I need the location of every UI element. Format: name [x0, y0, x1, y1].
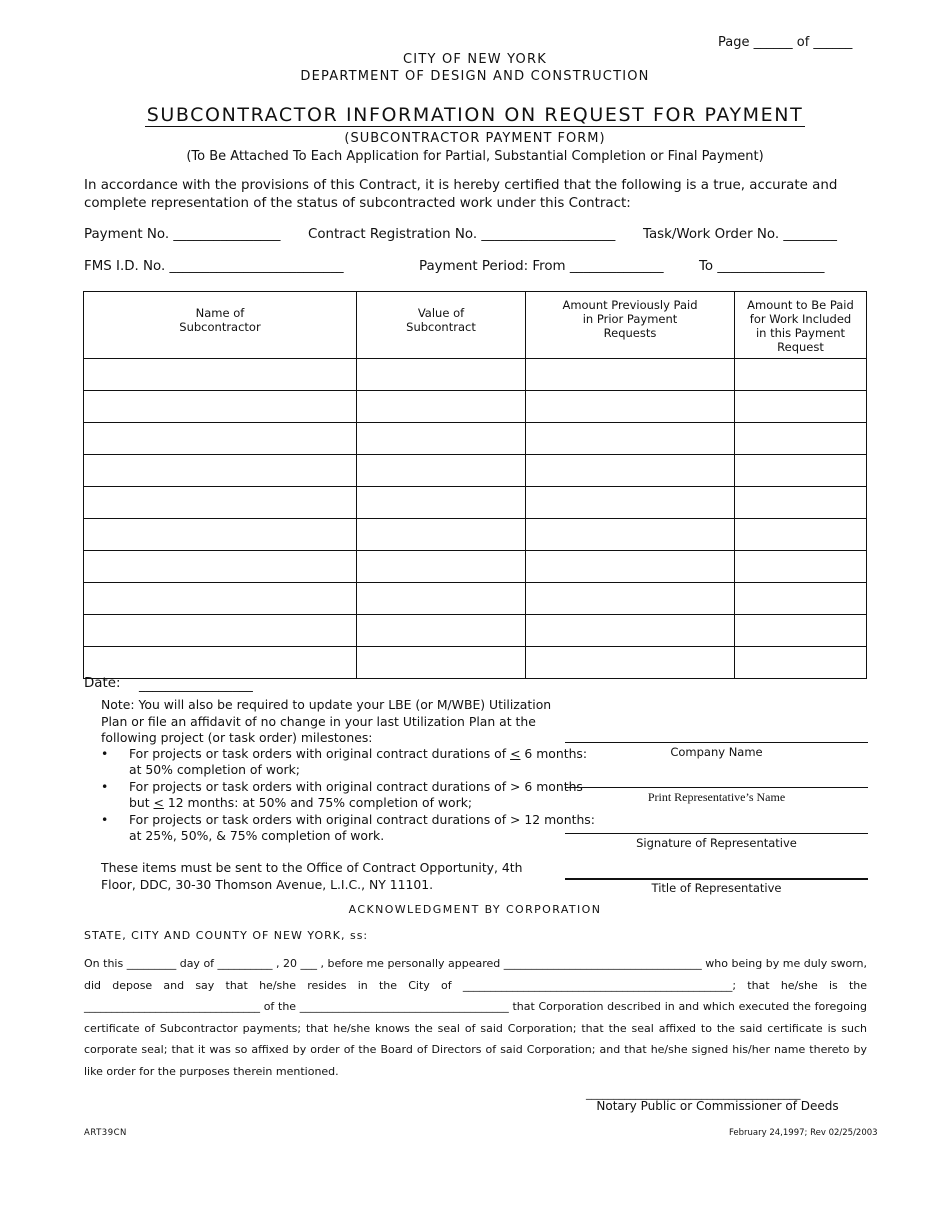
bullet-2-line-1: For projects or task orders with original contract durations of > 6 months	[129, 779, 583, 794]
table-cell[interactable]	[735, 615, 867, 647]
table-cell[interactable]	[84, 391, 357, 423]
table-cell[interactable]	[84, 359, 357, 391]
table-cell[interactable]	[735, 583, 867, 615]
table-cell[interactable]	[357, 647, 526, 679]
date-label: Date:	[84, 676, 121, 691]
table-cell[interactable]	[84, 519, 357, 551]
task-order-field[interactable]: Task/Work Order No. ________	[643, 227, 837, 242]
table-cell[interactable]	[84, 423, 357, 455]
notary-signature-line[interactable]: _______________________________________	[586, 1087, 801, 1100]
table-row	[84, 583, 867, 615]
bullet-1-line-1: For projects or task orders with original contract durations of < 6 months:	[129, 746, 588, 761]
table-cell[interactable]	[526, 423, 735, 455]
table-cell[interactable]	[84, 615, 357, 647]
bullet-2-line-2: but < 12 months: at 50% and 75% completion of work;	[129, 795, 473, 810]
table-row	[84, 647, 867, 679]
table-cell[interactable]	[357, 519, 526, 551]
table-row	[84, 615, 867, 647]
table-cell[interactable]	[526, 519, 735, 551]
table-cell[interactable]	[526, 615, 735, 647]
table-row	[84, 359, 867, 391]
payment-period-to-field[interactable]: To ________________	[699, 259, 825, 274]
table-cell[interactable]	[735, 391, 867, 423]
form-title-text: SUBCONTRACTOR INFORMATION ON REQUEST FOR PAYMENT	[146, 104, 804, 126]
table-cell[interactable]	[84, 647, 357, 679]
department-heading: DEPARTMENT OF DESIGN AND CONSTRUCTION	[300, 69, 650, 84]
bullet-2-marker: •	[101, 779, 109, 794]
table-cell[interactable]	[357, 359, 526, 391]
form-title	[0, 104, 950, 126]
table-cell[interactable]	[526, 551, 735, 583]
submission-address: These items must be sent to the Office of Contract Opportunity, 4th Floor, DDC, 30-30 Thomson Avenue, L.I.C., NY 11101.	[101, 860, 523, 892]
table-row	[84, 519, 867, 551]
table-cell[interactable]	[357, 487, 526, 519]
table-cell[interactable]	[526, 647, 735, 679]
table-cell[interactable]	[84, 487, 357, 519]
form-instructions: (To Be Attached To Each Application for Partial, Substantial Completion or Final Payment)	[186, 149, 764, 164]
col-header-name: Name of Subcontractor	[84, 292, 357, 359]
title-line[interactable]	[565, 878, 868, 880]
bullet-3-line-2: at 25%, 50%, & 75% completion of work.	[129, 828, 385, 843]
bullet-3-line-1: For projects or task orders with original contract durations of > 12 months:	[129, 812, 595, 827]
contract-registration-field[interactable]: Contract Registration No. ____________________	[308, 227, 616, 242]
table-row	[84, 455, 867, 487]
company-name-line[interactable]	[565, 742, 868, 743]
date-field[interactable]: _________________	[139, 678, 253, 693]
fms-id-field[interactable]: FMS I.D. No. __________________________	[84, 259, 344, 274]
table-cell[interactable]	[526, 455, 735, 487]
table-row	[84, 391, 867, 423]
print-name-line[interactable]	[565, 787, 868, 788]
table-row	[84, 423, 867, 455]
page-number-line: Page ______ of ______	[718, 35, 853, 50]
revision-date: February 24,1997; Rev 02/25/2003	[729, 1128, 878, 1138]
table-cell[interactable]	[357, 455, 526, 487]
print-name-label: Print Representative’s Name	[647, 790, 786, 804]
table-cell[interactable]	[357, 583, 526, 615]
acknowledgment-body: On this _________ day of __________ , 20 ___ , before me personally appeared ____________________________________ who being by me duly sworn, did depose and say that he/she resides in the City of _________________________________________________; that he/she is the ________________________________ of the ______________________________________ that Corporation described in and which executed the foregoing certificate of Subcontractor payments; that he/she knows the seal of said Corporation; that the seal affixed to the said certificate is such corporate seal; that it was so affixed by order of the Board of Directors of said Corporation; and that he/she signed his/her name thereto by like order for the purposes therein mentioned.	[84, 957, 867, 1078]
form-code: ART39CN	[84, 1128, 127, 1138]
bullet-3-marker: •	[101, 812, 109, 827]
company-name-label: Company Name	[670, 745, 763, 759]
acknowledgment-heading: ACKNOWLEDGMENT BY CORPORATION	[348, 903, 602, 916]
col-header-prior-paid: Amount Previously Paid in Prior Payment Requests	[526, 292, 735, 359]
col-header-to-be-paid: Amount to Be Paid for Work Included in this Payment Request	[735, 292, 867, 359]
table-cell[interactable]	[357, 391, 526, 423]
table-cell[interactable]	[735, 487, 867, 519]
city-heading: CITY OF NEW YORK	[403, 52, 547, 67]
form-subtitle: (SUBCONTRACTOR PAYMENT FORM)	[344, 131, 606, 146]
notary-label: Notary Public or Commissioner of Deeds	[596, 1099, 839, 1113]
table-cell[interactable]	[735, 647, 867, 679]
col-header-value: Value of Subcontract	[357, 292, 526, 359]
intro-paragraph: In accordance with the provisions of this Contract, it is hereby certified that the following is a true, accurate and complete representation of the status of subcontracted work under this Contract:	[84, 178, 838, 211]
payment-no-field[interactable]: Payment No. ________________	[84, 227, 281, 242]
venue-line: STATE, CITY AND COUNTY OF NEW YORK, ss:	[84, 929, 369, 942]
signature-label: Signature of Representative	[636, 836, 797, 850]
bullet-1-line-2: at 50% completion of work;	[129, 762, 300, 777]
subcontractor-table	[83, 291, 867, 679]
table-cell[interactable]	[357, 615, 526, 647]
signature-line[interactable]	[565, 833, 868, 834]
bullet-1-marker: •	[101, 746, 109, 761]
table-cell[interactable]	[735, 423, 867, 455]
table-cell[interactable]	[526, 583, 735, 615]
table-cell[interactable]	[357, 423, 526, 455]
table-cell[interactable]	[84, 455, 357, 487]
table-cell[interactable]	[84, 583, 357, 615]
payment-period-from-field[interactable]: Payment Period: From ______________	[419, 259, 664, 274]
table-cell[interactable]	[735, 519, 867, 551]
table-cell[interactable]	[357, 551, 526, 583]
table-cell[interactable]	[735, 455, 867, 487]
table-row	[84, 551, 867, 583]
table-cell[interactable]	[526, 359, 735, 391]
table-cell[interactable]	[526, 487, 735, 519]
table-cell[interactable]	[735, 551, 867, 583]
note-intro: Note: You will also be required to update your LBE (or M/WBE) Utilization Plan or file an affidavit of no change in your last Utilization Plan at the following project (or task order) milestones:	[101, 697, 552, 745]
table-cell[interactable]	[84, 551, 357, 583]
title-label: Title of Representative	[651, 881, 782, 895]
table-row	[84, 487, 867, 519]
table-cell[interactable]	[526, 391, 735, 423]
table-cell[interactable]	[735, 359, 867, 391]
